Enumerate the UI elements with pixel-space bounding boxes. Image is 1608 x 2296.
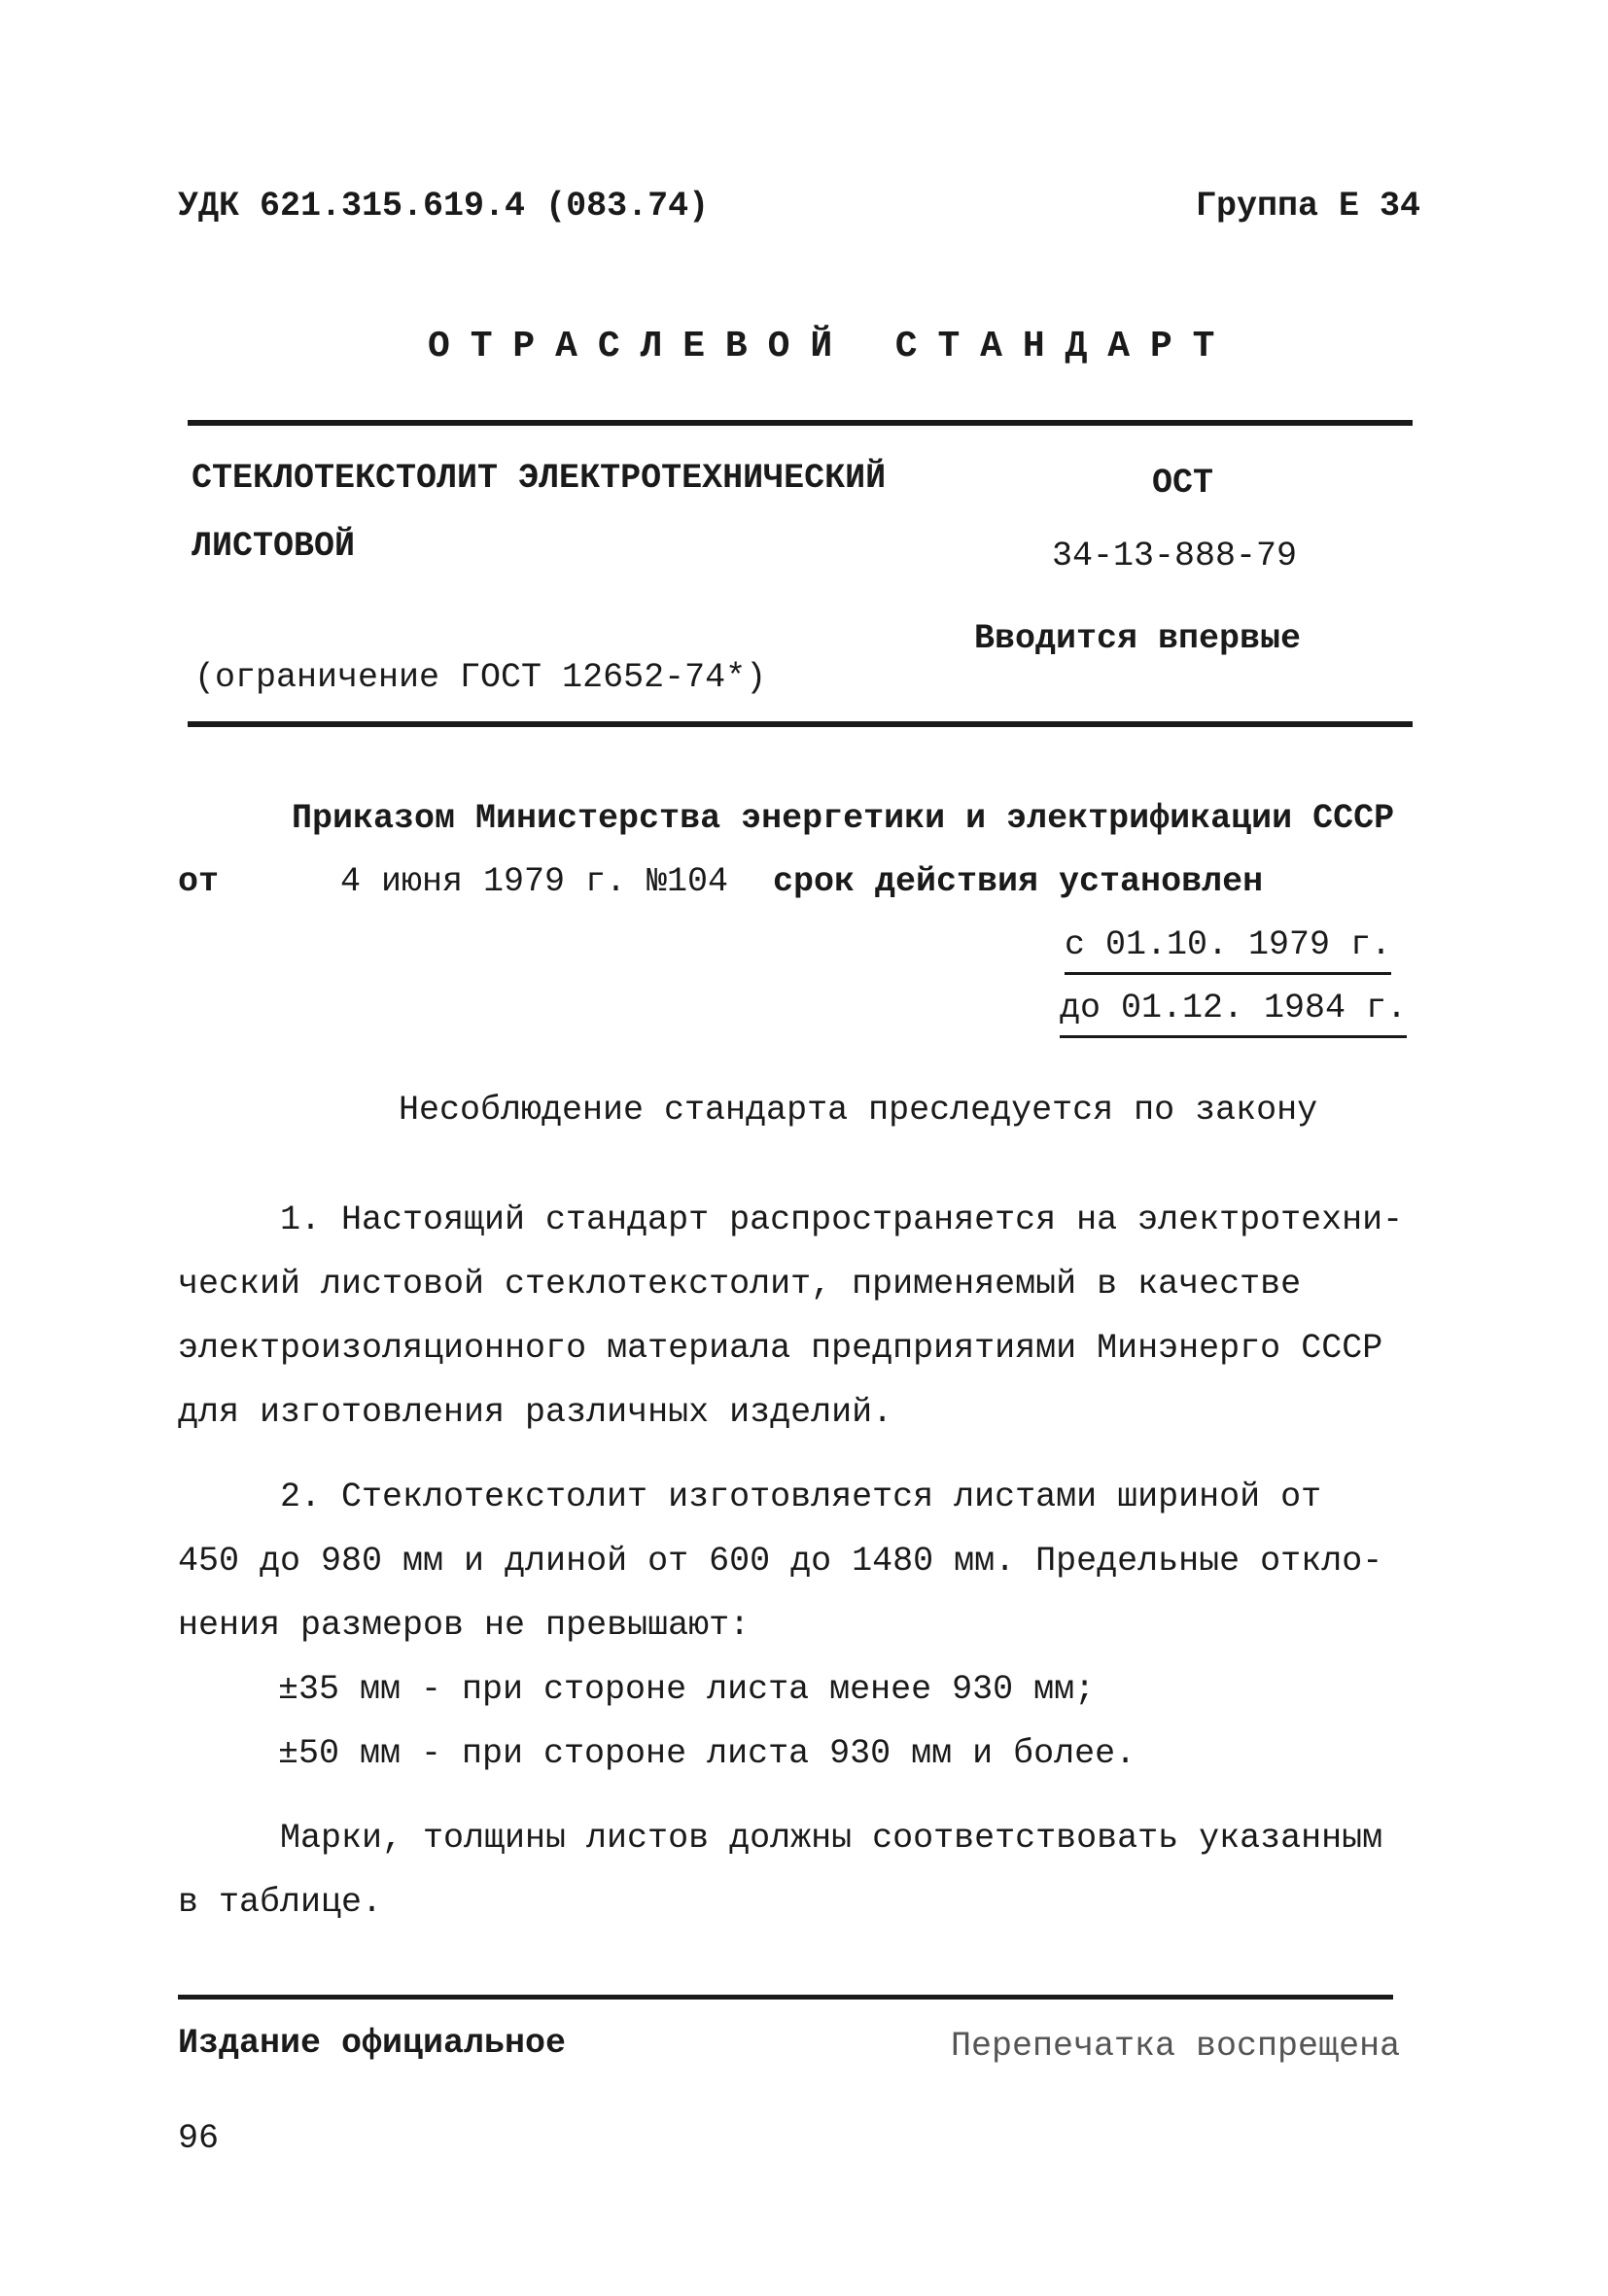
paragraph-line: нения размеров не превышают: [178,1606,751,1645]
official-edition-label: Издание официальное [178,2024,567,2063]
group-code: Группа Е 34 [1196,187,1421,226]
paragraph-line: 450 до 980 мм и длиной от 600 до 1480 мм. Предельные откло- [178,1542,1383,1581]
validity-label: срок действия установлен [773,862,1264,901]
document-type-heading: ОТРАСЛЕВОЙ СТАНДАРТ [428,326,1236,367]
page-number: 96 [178,2119,220,2158]
legal-notice: Несоблюдение стандарта преследуется по закону [399,1091,1318,1130]
valid-to-date: до 01.12. 1984 г. [1060,991,1407,1038]
order-date: 4 июня 1979 г. №104 [340,862,729,901]
paragraph-line: 1. Настоящий стандарт распространяется на электротехни- [280,1200,1404,1239]
restriction-note: (ограничение ГОСТ 12652-74*) [194,658,767,697]
ost-label: ОСТ [1152,464,1214,503]
reprint-prohibited-label: Перепечатка воспрещена [951,2027,1401,2066]
deviation-line: ±35 мм - при стороне листа менее 930 мм; [278,1670,1096,1709]
order-authority: Приказом Министерства энергетики и электрификации СССР [292,799,1395,838]
standard-title-line1: СТЕКЛОТЕКСТОЛИТ ЭЛЕКТРОТЕХНИЧЕСКИЙ [192,459,887,498]
paragraph-line: ческий листовой стеклотекстолит, применяемый в качестве [178,1265,1302,1304]
order-from-label: от [178,862,220,901]
introduction-status: Вводится впервые [974,619,1302,658]
udk-code: УДК 621.315.619.4 (083.74) [178,187,710,226]
paragraph-2 [178,1465,1383,1786]
paragraph-1 [178,1188,1404,1444]
footer-divider [178,1995,1393,2000]
paragraph-line: в таблице. [178,1883,383,1922]
paragraph-3 [178,1806,1383,1934]
paragraph-line: для изготовления различных изделий. [178,1393,893,1432]
bottom-title-divider [188,721,1413,727]
valid-from-date: с 01.10. 1979 г. [1065,928,1391,975]
top-divider [188,420,1413,426]
deviation-line: ±50 мм - при стороне листа 930 мм и более. [278,1734,1136,1773]
paragraph-line: электроизоляционного материала предприятиями Минэнерго СССР [178,1329,1383,1368]
paragraph-line: Марки, толщины листов должны соответствовать указанным [280,1819,1383,1858]
standard-title-line2: ЛИСТОВОЙ [192,527,356,566]
ost-number: 34-13-888-79 [1052,537,1298,575]
paragraph-line: 2. Стеклотекстолит изготовляется листами шириной от [280,1478,1322,1516]
